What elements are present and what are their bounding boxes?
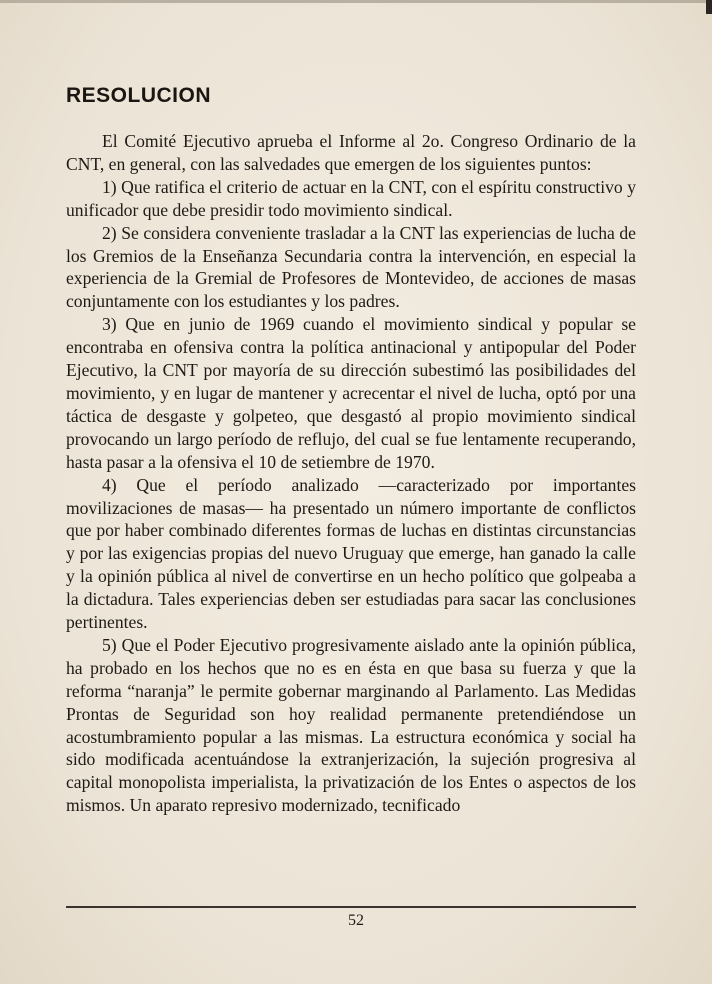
point-2-paragraph: 2) Se considera conveniente trasladar a la CNT las experiencias de lucha de los Gremios de la Enseñanza Secundaria contra la intervención, en especial la experiencia de la Gremial de Profesores de Montevideo, de acciones de masas conjuntamente con los estudiantes y los padres. — [66, 222, 636, 312]
point-4-paragraph: 4) Que el período analizado —caracterizado por importantes movilizaciones de masas— ha presentado un número importante de conflictos que por haber combinado diferentes formas de luchas en distintas circunstancias y por las exigencias propias del nuevo Uruguay que emerge, han ganado la calle y la opinión pública al nivel de convertirse en un hecho político que golpeaba a la dictadura. Tales experiencias deben ser estudiadas para sacar las conclusiones pertinentes. — [66, 474, 636, 633]
page-corner-mark — [706, 0, 712, 14]
section-heading: RESOLUCION — [66, 84, 212, 107]
intro-paragraph: El Comité Ejecutivo aprueba el Informe al 2o. Congreso Ordinario de la CNT, en general, con las salvedades que emergen de los siguientes puntos: — [66, 131, 636, 174]
footer-rule — [66, 906, 636, 908]
point-1-paragraph: 1) Que ratifica el criterio de actuar en la CNT, con el espíritu constructivo y unificador que debe presidir todo movimiento sindical. — [66, 176, 636, 220]
resolution-body — [66, 130, 636, 817]
page-number: 52 — [348, 912, 364, 929]
point-3-paragraph: 3) Que en junio de 1969 cuando el movimiento sindical y popular se encontraba en ofensiva contra la política antinacional y antipopular del Poder Ejecutivo, la CNT por mayoría de su dirección subestimó las posibilidades del movimiento, y en lugar de mantener y acrecentar el nivel de lucha, optó por una táctica de desgaste y golpeteo, que desgastó al propio movimiento sindical provocando un largo período de reflujo, del cual se fue lentamente recuperando, hasta pasar a la ofensiva el 10 de setiembre de 1970. — [66, 314, 636, 472]
point-5-paragraph: 5) Que el Poder Ejecutivo progresivamente aislado ante la opinión pública, ha probado en los hechos que no es en ésta en que basa su fuerza y que la reforma “naranja” le permite gobernar marginando al Parlamento. Las Medidas Prontas de Seguridad son hoy realidad permanente pretendiéndose un acostumbramiento popular a las mismas. La estructura económica y social ha sido modificada acentuándose la extranjerización, la sujeción progresiva al capital monopolista imperialista, la privatización de los Entes o aspectos de los mismos. Un aparato represivo modernizado, tecnificado — [66, 634, 636, 816]
page-top-edge — [0, 0, 712, 3]
